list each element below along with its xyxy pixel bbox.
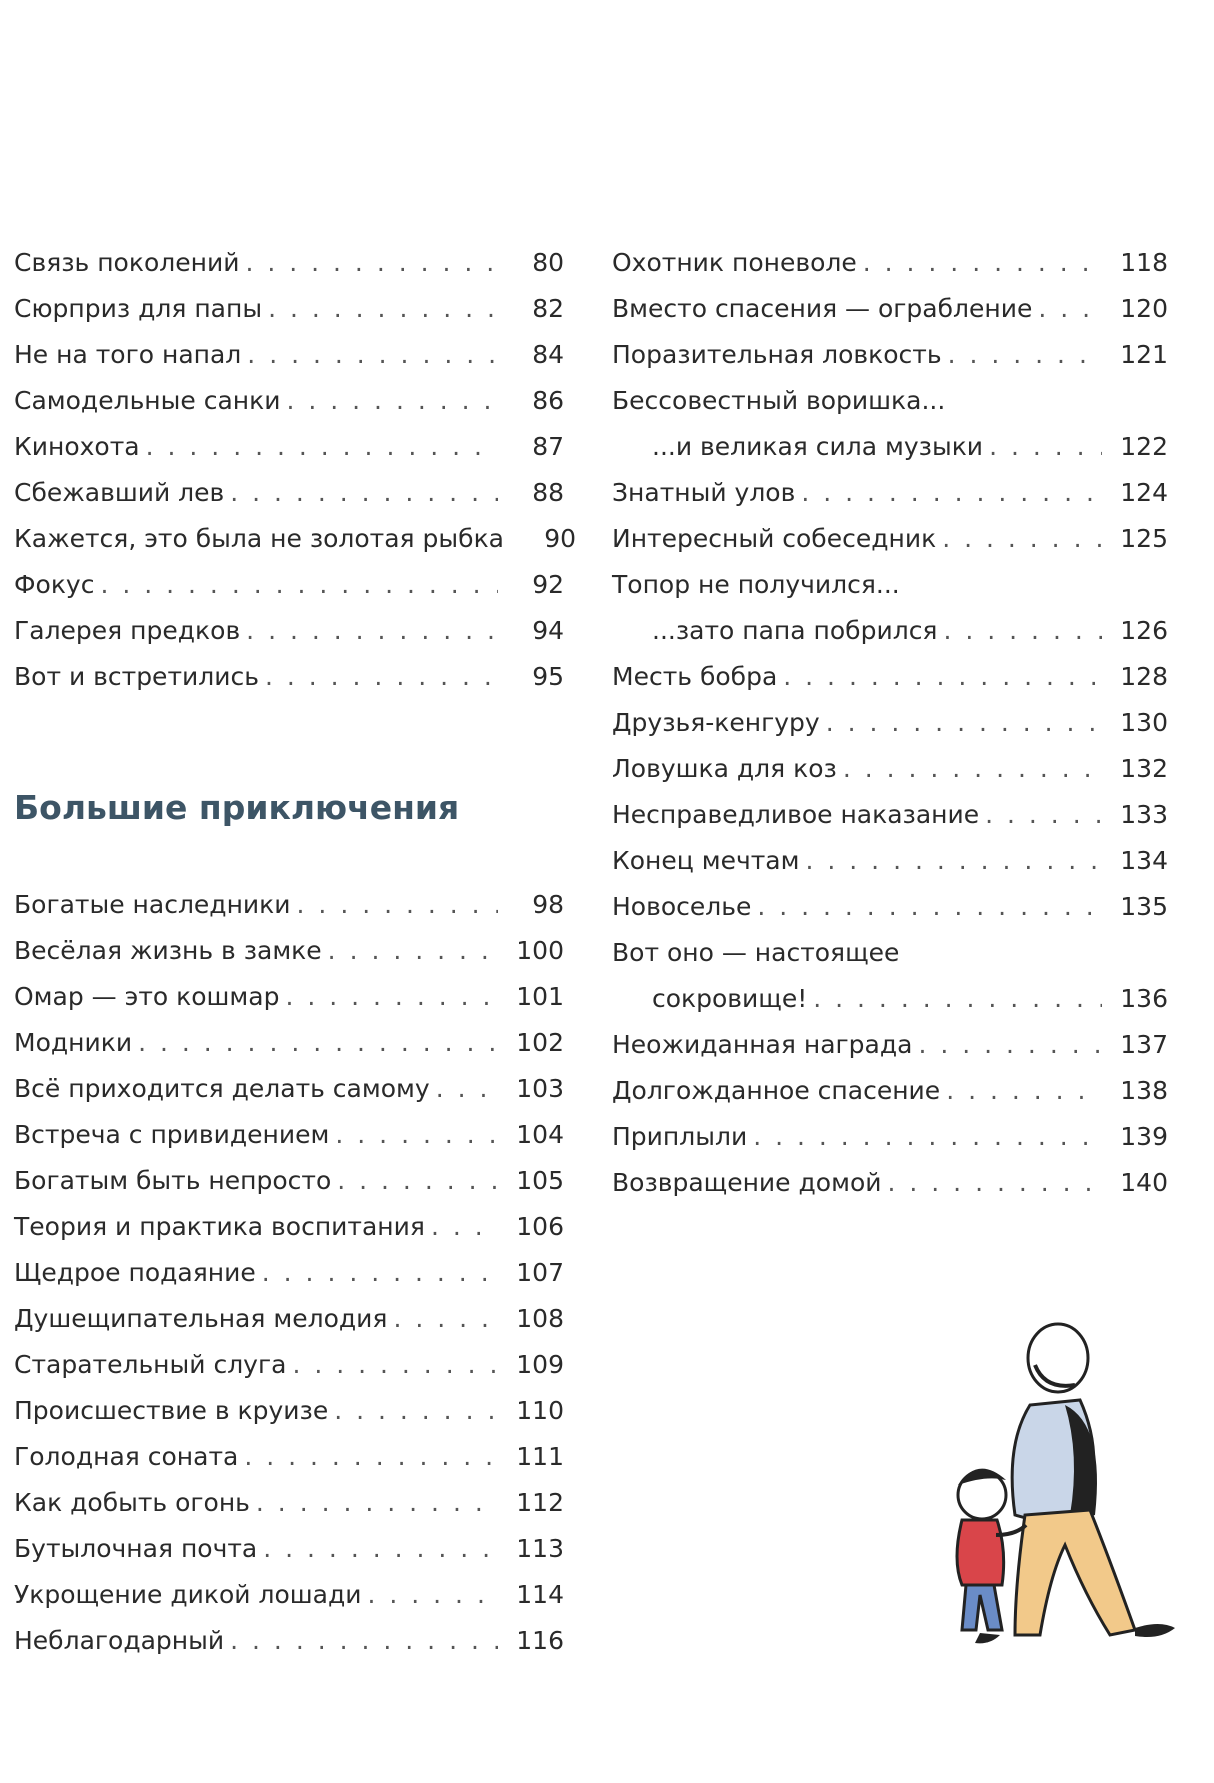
- toc-entry-title: Бессовестный воришка...: [612, 386, 946, 415]
- toc-leader-dots: [918, 1022, 1102, 1068]
- toc-entry-title: Щедрое подаяние: [14, 1258, 256, 1287]
- toc-entry: [14, 1066, 564, 1112]
- toc-entry: [612, 378, 1168, 424]
- toc-entry-page: 114: [516, 1580, 564, 1609]
- toc-leader-dots: [334, 1388, 498, 1434]
- toc-leader-dots: [946, 1068, 1102, 1114]
- toc-leader-dots: [256, 1480, 498, 1526]
- toc-entry: [14, 882, 564, 928]
- toc-entry-page: 100: [516, 936, 564, 965]
- toc-entry-page: 112: [516, 1488, 564, 1517]
- toc-entry-page: 109: [516, 1350, 564, 1379]
- toc-entry: [612, 976, 1168, 1022]
- section-title: Большие приключения: [14, 788, 460, 827]
- toc-leader-dots: [431, 1204, 498, 1250]
- toc-entry: [14, 1112, 564, 1158]
- toc-entry: [612, 746, 1168, 792]
- toc-entry-title: Омар — это кошмар: [14, 982, 280, 1011]
- toc-leader-dots: [985, 792, 1102, 838]
- toc-entry-title: Неблагодарный: [14, 1626, 225, 1655]
- toc-entry: [14, 1526, 564, 1572]
- toc-leader-dots: [146, 424, 498, 470]
- toc-entry-title: Долгожданное спасение: [612, 1076, 941, 1105]
- toc-entry-page: 107: [516, 1258, 564, 1287]
- toc-entry-page: 140: [1120, 1168, 1168, 1197]
- toc-entry-page: 80: [532, 248, 564, 277]
- toc-entry-title: Бутылочная почта: [14, 1534, 258, 1563]
- toc-entry: [612, 424, 1168, 470]
- toc-entry-title: Вот и встретились: [14, 662, 259, 691]
- toc-entry-title: Приплыли: [612, 1122, 748, 1151]
- toc-entry: [612, 1114, 1168, 1160]
- toc-entry-page: 118: [1120, 248, 1168, 277]
- toc-entry: [612, 930, 1168, 976]
- toc-leader-dots: [783, 654, 1102, 700]
- toc-entry-page: 116: [516, 1626, 564, 1655]
- toc-leader-dots: [753, 1114, 1102, 1160]
- toc-entry-title: Самодельные санки: [14, 386, 281, 415]
- toc-entry-title: ...зато папа побрился: [652, 616, 938, 645]
- toc-entry-title: Не на того напал: [14, 340, 242, 369]
- toc-entry-page: 108: [516, 1304, 564, 1333]
- toc-entry-page: 102: [516, 1028, 564, 1057]
- toc-entry-title: Конец мечтам: [612, 846, 800, 875]
- toc-entry: [14, 240, 564, 286]
- toc-entry: [612, 608, 1168, 654]
- toc-entry-page: 111: [516, 1442, 564, 1471]
- toc-entry-page: 122: [1120, 432, 1168, 461]
- toc-leader-dots: [230, 1618, 498, 1664]
- toc-entry-title: Новоселье: [612, 892, 752, 921]
- toc-leader-dots: [247, 332, 498, 378]
- toc-leader-dots: [948, 332, 1102, 378]
- toc-leader-dots: [943, 608, 1102, 654]
- toc-entry-page: 90: [544, 524, 576, 553]
- toc-entry-title: ...и великая сила музыки: [652, 432, 984, 461]
- toc-entry-page: 136: [1120, 984, 1168, 1013]
- toc-entry: [612, 332, 1168, 378]
- toc-entry-page: 134: [1120, 846, 1168, 875]
- toc-leader-dots: [244, 1434, 498, 1480]
- toc-entry-page: 106: [516, 1212, 564, 1241]
- toc-entry-title: Укрощение дикой лошади: [14, 1580, 362, 1609]
- toc-entry-page: 103: [516, 1074, 564, 1103]
- toc-entry: [14, 928, 564, 974]
- toc-entry-page: 110: [516, 1396, 564, 1425]
- toc-entry: [14, 470, 564, 516]
- toc-entry: [14, 332, 564, 378]
- toc-entry-title: Кажется, это была не золотая рыбка: [14, 524, 504, 553]
- toc-leader-dots: [335, 1112, 498, 1158]
- toc-entry-page: 138: [1120, 1076, 1168, 1105]
- toc-leader-dots: [367, 1572, 498, 1618]
- toc-leader-dots: [806, 838, 1103, 884]
- toc-leader-dots: [328, 928, 498, 974]
- toc-entry: [14, 1204, 564, 1250]
- toc-entry-title: Вместо спасения — ограбление: [612, 294, 1033, 323]
- toc-entry-title: Теория и практика воспитания: [14, 1212, 425, 1241]
- toc-entry-title: Ловушка для коз: [612, 754, 837, 783]
- toc-entry: [612, 1022, 1168, 1068]
- toc-leader-dots: [230, 470, 498, 516]
- toc-entry: [612, 1160, 1168, 1206]
- toc-leader-dots: [801, 470, 1102, 516]
- toc-entry-title: Друзья-кенгуру: [612, 708, 820, 737]
- toc-entry-page: 139: [1120, 1122, 1168, 1151]
- toc-leader-dots: [1038, 286, 1102, 332]
- toc-entry: [612, 792, 1168, 838]
- toc-entry-page: 86: [532, 386, 564, 415]
- toc-entry: [612, 516, 1168, 562]
- toc-entry-page: 135: [1120, 892, 1168, 921]
- toc-leader-dots: [286, 378, 498, 424]
- toc-entry: [14, 516, 576, 562]
- father-and-son-illustration: [930, 1320, 1190, 1670]
- toc-entry-page: 88: [532, 478, 564, 507]
- toc-leader-dots: [863, 240, 1102, 286]
- toc-entry: [612, 654, 1168, 700]
- toc-leader-dots: [262, 1250, 498, 1296]
- toc-entry: [14, 1020, 564, 1066]
- toc-entry-title: Фокус: [14, 570, 95, 599]
- toc-entry: [14, 1618, 564, 1664]
- toc-entry: [612, 700, 1168, 746]
- toc-leader-dots: [393, 1296, 498, 1342]
- toc-entry-page: 84: [532, 340, 564, 369]
- toc-entry-title: Богатым быть непросто: [14, 1166, 332, 1195]
- toc-leader-dots: [843, 746, 1102, 792]
- toc-column-left-top: [14, 240, 576, 700]
- toc-leader-dots: [942, 516, 1102, 562]
- toc-entry: [14, 286, 564, 332]
- toc-entry-page: 105: [516, 1166, 564, 1195]
- toc-entry: [14, 378, 564, 424]
- toc-leader-dots: [285, 974, 498, 1020]
- toc-entry-page: 124: [1120, 478, 1168, 507]
- toc-entry-title: Модники: [14, 1028, 133, 1057]
- toc-entry: [14, 562, 564, 608]
- toc-entry-title: Галерея предков: [14, 616, 241, 645]
- toc-entry-title: Душещипательная мелодия: [14, 1304, 388, 1333]
- toc-leader-dots: [813, 976, 1102, 1022]
- toc-leader-dots: [246, 608, 498, 654]
- toc-entry-page: 94: [532, 616, 564, 645]
- toc-leader-dots: [100, 562, 498, 608]
- toc-entry: [14, 974, 564, 1020]
- toc-entry-page: 113: [516, 1534, 564, 1563]
- toc-entry-page: 87: [532, 432, 564, 461]
- toc-entry-title: Богатые наследники: [14, 890, 291, 919]
- toc-column-left-bottom: [14, 882, 564, 1664]
- toc-entry: [14, 1250, 564, 1296]
- toc-entry-title: Голодная соната: [14, 1442, 239, 1471]
- toc-entry-page: 104: [516, 1120, 564, 1149]
- toc-entry: [14, 1158, 564, 1204]
- toc-entry-title: Сюрприз для папы: [14, 294, 263, 323]
- toc-leader-dots: [826, 700, 1102, 746]
- toc-entry: [14, 1296, 564, 1342]
- toc-entry: [14, 608, 564, 654]
- toc-entry-title: Топор не получился...: [612, 570, 900, 599]
- toc-entry-title: Интересный собеседник: [612, 524, 937, 553]
- toc-entry-page: 121: [1120, 340, 1168, 369]
- toc-entry-page: 137: [1120, 1030, 1168, 1059]
- toc-entry-title: Неожиданная награда: [612, 1030, 913, 1059]
- toc-entry-title: Встреча с привидением: [14, 1120, 330, 1149]
- toc-entry: [612, 240, 1168, 286]
- toc-leader-dots: [888, 1160, 1103, 1206]
- toc-entry-title: Охотник поневоле: [612, 248, 857, 277]
- toc-entry: [14, 1434, 564, 1480]
- toc-entry-title: Вот оно — настоящее: [612, 938, 900, 967]
- toc-entry: [612, 470, 1168, 516]
- toc-entry: [612, 884, 1168, 930]
- toc-entry: [612, 562, 1168, 608]
- toc-entry-title: Происшествие в круизе: [14, 1396, 329, 1425]
- toc-entry-page: 82: [532, 294, 564, 323]
- toc-entry-title: Связь поколений: [14, 248, 240, 277]
- toc-entry-title: Поразительная ловкость: [612, 340, 942, 369]
- toc-entry-page: 128: [1120, 662, 1168, 691]
- toc-entry-title: Весёлая жизнь в замке: [14, 936, 322, 965]
- toc-entry-title: Старательный слуга: [14, 1350, 287, 1379]
- toc-leader-dots: [138, 1020, 498, 1066]
- toc-entry-title: Всё приходится делать самому: [14, 1074, 430, 1103]
- toc-entry: [14, 424, 564, 470]
- toc-entry-title: Возвращение домой: [612, 1168, 882, 1197]
- toc-entry-title: Кинохота: [14, 432, 140, 461]
- toc-leader-dots: [265, 654, 498, 700]
- toc-entry-title: Как добыть огонь: [14, 1488, 250, 1517]
- toc-entry-title: Несправедливое наказание: [612, 800, 980, 829]
- toc-entry-page: 132: [1120, 754, 1168, 783]
- toc-entry-title: Сбежавший лев: [14, 478, 225, 507]
- toc-leader-dots: [757, 884, 1102, 930]
- toc-entry: [612, 1068, 1168, 1114]
- toc-leader-dots: [245, 240, 498, 286]
- toc-entry-title: Месть бобра: [612, 662, 778, 691]
- toc-entry-page: 120: [1120, 294, 1168, 323]
- toc-entry-page: 92: [532, 570, 564, 599]
- toc-leader-dots: [263, 1526, 498, 1572]
- toc-entry: [14, 1480, 564, 1526]
- toc-leader-dots: [337, 1158, 498, 1204]
- toc-entry-page: 98: [532, 890, 564, 919]
- toc-entry-page: 101: [516, 982, 564, 1011]
- toc-leader-dots: [268, 286, 498, 332]
- toc-leader-dots: [436, 1066, 498, 1112]
- toc-entry: [612, 838, 1168, 884]
- toc-entry-title: сокровище!: [652, 984, 808, 1013]
- toc-entry-title: Знатный улов: [612, 478, 796, 507]
- toc-entry: [14, 1572, 564, 1618]
- toc-entry: [14, 1388, 564, 1434]
- toc-column-right: [612, 240, 1168, 1206]
- toc-entry: [612, 286, 1168, 332]
- toc-entry-page: 95: [532, 662, 564, 691]
- toc-leader-dots: [297, 882, 498, 928]
- toc-entry-page: 126: [1120, 616, 1168, 645]
- toc-leader-dots: [292, 1342, 498, 1388]
- toc-entry: [14, 1342, 564, 1388]
- toc-entry-page: 130: [1120, 708, 1168, 737]
- toc-leader-dots: [989, 424, 1102, 470]
- toc-entry-page: 125: [1120, 524, 1168, 553]
- toc-entry: [14, 654, 564, 700]
- toc-entry-page: 133: [1120, 800, 1168, 829]
